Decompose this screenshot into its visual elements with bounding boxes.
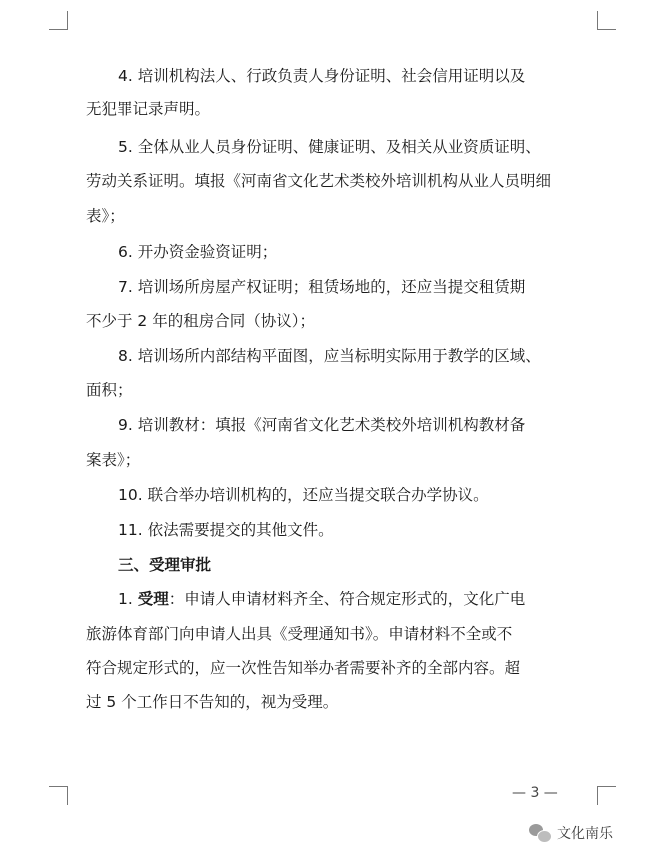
crop-mark-top-right xyxy=(597,11,616,30)
text-line: 5. 全体从业人员身份证明、健康证明、及相关从业资质证明、 xyxy=(118,138,541,156)
crop-mark-bottom-left xyxy=(49,786,68,805)
item-bold-label: 受理 xyxy=(137,590,169,608)
text-line: 过 5 个工作日不告知的，视为受理。 xyxy=(86,693,339,711)
page-number: — 3 — xyxy=(512,785,558,801)
section-heading: 三、受理审批 xyxy=(118,556,212,574)
crop-mark-bottom-right xyxy=(597,786,616,805)
text-line: 6. 开办资金验资证明； xyxy=(118,243,278,261)
text-line: 8. 培训场所内部结构平面图，应当标明实际用于教学的区域、 xyxy=(118,347,541,365)
text-line: 旅游体育部门向申请人出具《受理通知书》。申请材料不全或不 xyxy=(86,625,513,643)
wechat-icon xyxy=(529,824,551,842)
text-line: 案表》； xyxy=(86,451,141,469)
item-text: ：申请人申请材料齐全、符合规定形式的，文化广电 xyxy=(168,590,526,608)
watermark xyxy=(529,822,613,844)
item-number: 1. xyxy=(118,590,138,608)
text-line: 9. 培训教材：填报《河南省文化艺术类校外培训机构教材备 xyxy=(118,416,526,434)
text-line: 符合规定形式的，应一次性告知举办者需要补齐的全部内容。超 xyxy=(86,659,521,677)
crop-mark-top-left xyxy=(49,11,68,30)
text-line: 劳动关系证明。填报《河南省文化艺术类校外培训机构从业人员明细 xyxy=(86,172,552,190)
text-line: 不少于 2 年的租房合同（协议）； xyxy=(86,312,315,330)
text-line: 表》； xyxy=(86,207,125,225)
text-line: 4. 培训机构法人、行政负责人身份证明、社会信用证明以及 xyxy=(118,67,526,85)
watermark-text: 文化南乐 xyxy=(557,826,613,842)
text-line xyxy=(118,589,525,609)
text-line: 7. 培训场所房屋产权证明；租赁场地的，还应当提交租赁期 xyxy=(118,278,526,296)
text-line: 无犯罪记录声明。 xyxy=(86,100,211,118)
text-line: 11. 依法需要提交的其他文件。 xyxy=(118,521,334,539)
text-line: 面积； xyxy=(86,381,133,399)
text-line: 10. 联合举办培训机构的，还应当提交联合办学协议。 xyxy=(118,486,489,504)
